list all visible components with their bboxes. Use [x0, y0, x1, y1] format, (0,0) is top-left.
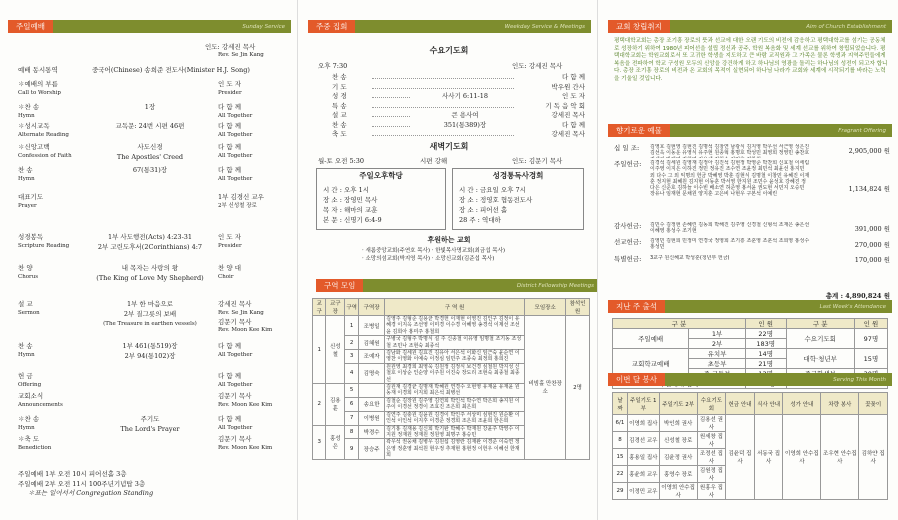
serve-wednesday: 김용선 권사 [697, 415, 726, 432]
offering-amount: 270,000 원 [854, 241, 890, 249]
worship-item-leader: 인 도 자 [218, 80, 241, 88]
serve-wednesday: 김원정 집사 [697, 466, 726, 483]
attendance-category: 주일예배 [613, 329, 689, 349]
attendance-category: 수요기도회 [786, 329, 854, 349]
group-leader: 이병원 [359, 411, 385, 425]
prayer-item-label: 찬 송 [332, 73, 347, 81]
header-english: District Fellowship Meetings [516, 282, 594, 289]
prayer-item-leader: 인 도 자 [515, 92, 585, 100]
worship-item-leader-en: Rev. Se Jin Kang [218, 310, 264, 316]
header-english: Serving This Month [833, 376, 886, 383]
column-header: 헌금 안내 [726, 393, 755, 415]
service-time-1: 주일예배 1부 오전 10시 피어선홀 3층 [18, 470, 127, 478]
prayer-item-label: 축 도 [332, 130, 347, 138]
group-leader: 송요한 [359, 397, 385, 411]
offering-kind: 감사헌금: [614, 222, 642, 230]
prayer-item-leader: 다 함 께 [515, 121, 585, 129]
worship-item-leader-en: Rev. Moon Kee Kim [218, 445, 273, 451]
worship-item-leader-en: Choir [218, 274, 234, 280]
prayer-item-detail: 351(통389)장 [410, 121, 520, 129]
column-header: 주일기도 1부 [627, 393, 659, 415]
group-number: 4 [345, 363, 359, 383]
column-header: 성가 안내 [783, 393, 821, 415]
interpretation-label: 예배 동시통역 [18, 66, 58, 74]
worship-item-en: Sermon [18, 310, 40, 316]
worship-item-leader-en: Presider [218, 90, 242, 96]
prayer-item-leader: 박우원 간사 [515, 83, 585, 91]
dotted-leader [372, 75, 532, 79]
offering-kind: 십 일 조: [614, 144, 640, 152]
prayer-item-leader: 기 독 음 악 회 [515, 102, 585, 110]
group-leader: 조병일 [359, 316, 385, 336]
column-header: 구역 [345, 299, 359, 316]
offering-names: 김영민 김현희 민정미 연경국 정영희 조기흥 조훈영 조훈석 조희영 홍성수 홍성민 [650, 238, 810, 251]
attendance-subgroup: 유치부 [689, 349, 746, 359]
column-header: 구 역 원 [385, 299, 525, 316]
attendance-category: 대학·청년부 [786, 349, 854, 369]
district-table [312, 298, 590, 460]
worship-item-detail: 1부 한 마음으로 [127, 300, 173, 308]
column-header: 수요기도회 [697, 393, 726, 415]
serve-prayer-2: 홍영수 장로 [659, 466, 697, 483]
serve-prayer-1: 이영희 집사 [627, 415, 659, 432]
worship-item-label: 찬 송 [18, 342, 33, 350]
worship-item-detail: 교독문: 24번 시편 46편 [115, 122, 185, 130]
serve-prayer-1: 홍윤희 교우 [627, 466, 659, 483]
worship-item-detail: 1부 461(통519)장 [122, 342, 178, 350]
worship-item-en: Benediction [18, 445, 52, 451]
worship-item-leader: 다 함 께 [218, 415, 241, 423]
sunday-service-panel [0, 0, 298, 520]
attendance-count: 2명 [566, 316, 590, 460]
group-number: 3 [345, 350, 359, 364]
preacher-en: Rev. Se Jin Kang [218, 52, 264, 58]
dawn-sermon: 시편 강해 [420, 157, 448, 165]
offering-amount: 1,134,824 원 [848, 185, 890, 193]
worship-item-leader-en: All Together [218, 132, 253, 138]
church-info-panel [600, 0, 898, 520]
bible-study-row: 시 간 : 오후 1시 [323, 186, 369, 194]
meeting-place: 비빔홀 만찬장소 [525, 316, 566, 460]
attendance-count: 14명 [745, 349, 786, 359]
worship-item-en: Hymn [18, 113, 35, 119]
column-header: 구역장 [359, 299, 385, 316]
dotted-leader [372, 85, 532, 89]
table-row [613, 349, 888, 359]
district-leader: 홍성은 [326, 425, 345, 459]
worship-item-leader: 다 함 께 [218, 103, 241, 111]
column-header: 참석인원 [566, 299, 590, 316]
offering-amount: 170,000 원 [854, 256, 890, 264]
support-title: 후원하는 교회 [427, 235, 471, 244]
worship-item-label: 대표기도 [18, 193, 44, 201]
offering-amount: 391,000 원 [854, 225, 890, 233]
serve-duty: 이영희 안수집사 [783, 415, 821, 500]
column-header: 날 짜 [613, 393, 628, 415]
group-members: 김남화 김세원 김효진 김유아 서은석 이화신 임근숙 윤순연 이영찬 이영화 이예숙 이정심 임민주 조종숙 최정희 홍희진 [385, 350, 525, 364]
worship-item-leader: 1부 김경신 교우 [218, 193, 264, 201]
prayer-item-leader: 다 함 께 [515, 73, 585, 81]
serve-date: 8 [613, 432, 628, 449]
group-leader [359, 384, 385, 398]
district-number: 2 [313, 384, 326, 425]
worship-item-leader-en: Presider [218, 243, 242, 249]
column-header: 차량 봉사 [821, 393, 859, 415]
table-row [313, 316, 590, 336]
bible-study-row: 목 자 : 해마의 교훈 [323, 206, 378, 214]
attendance-category: 교회학교예배 [613, 349, 689, 379]
bible-study-row: 장 소 : 피어선 홀 [459, 206, 508, 214]
serve-prayer-2: 이영희 안수집사 [659, 483, 697, 500]
worship-item-leader-en: All Together [218, 153, 253, 159]
worship-item-leader-en: Rev. Moon Kee Kim [218, 402, 273, 408]
header-english: Sunday Service [242, 23, 285, 30]
worship-item-leader-en: 2부 신성철 장로 [218, 203, 257, 209]
serve-wednesday: 원홍우 집사 [697, 483, 726, 500]
worship-item-detail: 1부 사도행전(Acts) 4:23-31 [107, 233, 193, 241]
group-members: 김영주 김형준 김용균 박경헌 이재현 이영진 김인구 김정이 유혜경 이지옥 조선영 이미경 이수경 이혜영 송경석 이제선 조선윤 김희아 홍미주 홍철희 [385, 316, 525, 336]
worship-item-label: ✽예배의 부름 [18, 80, 58, 88]
sunday-service-header [8, 20, 291, 33]
offering-names: 김경석 김세원 김영재 김정아 김진석 김현정 박영준 박찬희 신효철 이세림 이주영 이지은 이하진 정민 정유진 조수연 조윤정 최민석 최윤선 홍지민 외 다수 그 외 익명의 헌금 박혜영 박훈 김현식 김명철 이창민 유혜진 이재훈 정지현 최혜원 김지현 이동훈 박서영 한지원 조민수 윤성호 강혜진 정다은 신준호 김하늘 이수빈 배소연 허준영 홍서윤 권도현 서민지 오승민 장유나 임재현 문채원 양지훈 고은비 나현우 구본석 이예린 [650, 160, 810, 198]
bible-study-row: 본 문 : 신명기 6:4-9 [323, 216, 382, 224]
worship-item-detail-2: The Lord's Prayer [120, 425, 180, 433]
worship-item-en: Offering [18, 382, 42, 388]
worship-item-leader: 다 함 께 [218, 166, 241, 174]
wednesday-time: 오후 7:30 [318, 62, 348, 70]
serve-prayer-2: 박인희 권사 [659, 415, 697, 432]
worship-item-leader: 김문기 목사 [218, 392, 252, 400]
group-number: 2 [345, 336, 359, 350]
aim-header [608, 20, 892, 33]
serve-prayer-1: 이정민 교우 [627, 483, 659, 500]
worship-item-detail-2: 2부 94(통102)장 [124, 352, 176, 360]
worship-item-label: 찬 송 [18, 166, 33, 174]
worship-item-detail: 사도신경 [137, 143, 163, 151]
worship-item-detail: 주기도 [140, 415, 160, 423]
serve-prayer-1: 홍용일 집사 [627, 449, 659, 466]
group-number: 1 [345, 316, 359, 336]
bible-study-row: 시 간 : 금요일 오후 7시 [459, 186, 526, 194]
worship-item-leader-2: 김문기 목사 [218, 318, 252, 326]
attendance-count: 22명 [745, 329, 786, 339]
worship-item-label: ✽찬 송 [18, 103, 40, 111]
group-leader: 조예자 [359, 350, 385, 364]
worship-item-leader-2-en: Rev. Moon Kee Kim [218, 327, 273, 333]
attendance-header [608, 300, 892, 313]
wednesday-leader: 인도: 강세진 목사 [512, 62, 563, 70]
table-row [613, 415, 888, 432]
worship-item-leader: 다 함 께 [218, 122, 241, 130]
dotted-leader [372, 132, 532, 136]
worship-item-en: Hymn [18, 176, 35, 182]
bible-study-row: 28 주 : 역대하 [459, 216, 501, 224]
worship-item-detail: 1장 [144, 103, 156, 111]
offering-names: 김민수 김정현 손혜린 김동희 박해진 김주영 신경철 신형석 조재은 송은선 이혜영 홍성수 조기현 [650, 222, 810, 235]
offering-names: 김영호 김현영 김현진 김명석 김창연 남광식 김지영 박우선 서근영 성은진 김선옥 이동운 유영식 유주현 원종혁 홍명호 박성민 최영희 정영민 송찬호 [650, 144, 810, 157]
header-title: 지난 주 출석 [608, 300, 665, 313]
attendance-count: 21명 [745, 359, 786, 369]
worship-item-detail-2: The Apostles' Creed [116, 153, 184, 161]
support-line-2: · 소망의섬교회(박지영 목사) · 소망신교회(김준섭 목사) [362, 256, 495, 262]
offering-names: 3교구 원신혜교 박성훈(청년부 헌금) [650, 255, 730, 261]
header-title: 향기로운 예물 [608, 124, 670, 137]
prayer-item-label: 특 송 [332, 101, 347, 110]
attendance-subgroup: 2부 [689, 339, 746, 349]
offering-kind: 선교헌금: [614, 238, 642, 246]
serve-duty: 서동국 집사 [754, 415, 783, 500]
offering-header [608, 124, 892, 137]
header-english: Fragrant Offering [838, 127, 886, 134]
attendance-subgroup: 초등부 [689, 359, 746, 369]
column-header: 교구 [313, 299, 326, 316]
group-members: 원원영 최경희 최영욱 김원정 김정식 보건경 심철원 박지성 신철호 이상순 인순양 이주원 이진숙 장도리 조현숙 최종철 최종선 [385, 363, 525, 383]
worship-item-en: Chorus [18, 274, 39, 280]
bible-study-box-1 [316, 168, 446, 230]
serve-prayer-2: 김윤정 권사 [659, 449, 697, 466]
dotted-leader [372, 104, 532, 108]
district-header [316, 279, 598, 292]
offering-amount: 2,905,000 원 [848, 147, 890, 155]
worship-item-label: ✽성시교독 [18, 122, 50, 130]
column-header: 구 분 [613, 319, 746, 329]
table-row [613, 329, 888, 339]
worship-item-en: Call to Worship [18, 90, 61, 96]
worship-item-detail-3: (The Treasure in earthen vessels) [103, 321, 197, 327]
worship-item-en: Confession of Faith [18, 153, 72, 159]
worship-item-leader-en: All Together [218, 382, 253, 388]
column-header: 구 분 [786, 319, 854, 329]
offering-total: 총계 : 4,890,824 원 [825, 292, 890, 300]
district-number: 1 [313, 316, 326, 384]
district-number: 3 [313, 425, 326, 459]
worship-item-leader-en: All Together [218, 176, 253, 182]
worship-item-label: 찬 양 [18, 264, 33, 272]
worship-item-label: ✽축 도 [18, 435, 40, 443]
header-title: 주중 집회 [308, 20, 355, 33]
prayer-item-label: 설 교 [332, 111, 347, 119]
worship-item-leader: 강세진 목사 [218, 300, 252, 308]
attendance-count: 97명 [854, 329, 887, 349]
serve-wednesday: 원세창 집사 [697, 432, 726, 449]
header-english: Aim of Church Establishment [806, 23, 886, 30]
worship-item-detail: 67(통31)장 [132, 166, 168, 174]
table-header-row [613, 393, 888, 415]
group-number: 7 [345, 411, 359, 425]
column-header: 주일기도 2부 [659, 393, 697, 415]
bible-study-box-2 [452, 168, 584, 230]
worship-item-en: Hymn [18, 352, 35, 358]
header-title: 주일예배 [8, 20, 53, 33]
prayer-item-label: 기 도 [332, 82, 347, 91]
group-members: 곽우석 권웅채 김병우 김원섭 김영란 김재완 이경준 이숙연 정은영 정훈영 최석원 현우정 추재현 홍현정 이헌우 이혜선 한재희 [385, 439, 525, 459]
worship-item-en: Scripture Reading [18, 243, 70, 249]
worship-item-leader: 김문기 목사 [218, 435, 252, 443]
worship-item-label: 교회소식 [18, 392, 44, 400]
worship-item-detail: 내 목자는 사랑의 왕 [121, 264, 179, 272]
worship-item-leader-en: All Together [218, 425, 253, 431]
serve-prayer-1: 김경선 교우 [627, 432, 659, 449]
group-leader: 김혜원 [359, 336, 385, 350]
worship-item-en: Hymn [18, 425, 35, 431]
worship-item-en: Prayer [18, 203, 37, 209]
preacher: 인도: 강세진 목사 [205, 43, 256, 51]
wednesday-prayer-title: 수요기도회 [429, 45, 469, 55]
group-number: 9 [345, 439, 359, 459]
worship-item-leader: 다 함 께 [218, 143, 241, 151]
bible-study-row: 장 소 : 장영민 목사 [323, 196, 378, 204]
group-number: 5 [345, 384, 359, 398]
serve-wednesday: 조정선 집사 [697, 449, 726, 466]
serving-table [612, 392, 888, 500]
worship-item-detail-2: 2부 고린도후서(2Corinthians) 4:7 [97, 243, 203, 251]
column-header: 모임장소 [525, 299, 566, 316]
prayer-item-leader: 강세진 목사 [515, 111, 585, 119]
worship-item-en: Alternate Reading [18, 132, 69, 138]
serve-date: 15 [613, 449, 628, 466]
prayer-item-label: 찬 송 [332, 120, 347, 129]
header-title: 구역 모임 [316, 279, 363, 292]
column-header: 인 원 [854, 319, 887, 329]
group-leader: 장승주 [359, 439, 385, 459]
attendance-subgroup: 1부 [689, 329, 746, 339]
bible-study-title-1: 주일오후학당 [359, 171, 403, 180]
district-leader: 김용휸 [326, 384, 345, 425]
column-header: 식사 안내 [754, 393, 783, 415]
bible-study-title-2: 성경통독사경회 [492, 171, 544, 180]
serve-duty: 김윤덕 집사 [726, 415, 755, 500]
prayer-item-detail: 사사기 6:11-18 [410, 92, 520, 100]
worship-item-leader: 다 함 께 [218, 342, 241, 350]
worship-item-leader-en: All Together [218, 113, 253, 119]
worship-item-label: 헌 금 [18, 372, 33, 380]
serve-date: 6/1 [613, 415, 628, 432]
dawn-time: 월-토 오전 5:30 [318, 157, 365, 165]
serve-prayer-2: 신성철 장로 [659, 432, 697, 449]
group-members: 김연주 김충원 김윤원 김경이 박인주 서상미 심현진 원순환 이인석 이인석 이지후 이경준 정경희 조은희 조윤희 한은희 [385, 411, 525, 425]
support-line-1: · 새롬중앙교회(주연호 목사) · 한빛목사명교회(최금섭 목사) [362, 248, 506, 254]
worship-item-leader: 인 도 자 [218, 233, 241, 241]
group-leader: 김명숙 [359, 363, 385, 383]
header-title: 이번 달 봉사 [608, 373, 665, 386]
worship-item-label: ✽찬 송 [18, 415, 40, 423]
serve-duty: 김하얀 집사 [859, 415, 888, 500]
group-members: 김기홍 김재용 김신희 박기완 박혜수 박재원 강윤주 박영수 이지원 정재원 정재원 정원영 최명구 홍승민 [385, 425, 525, 439]
table-header-row [313, 299, 590, 316]
worship-item-detail-2: (The King of Love My Shepherd) [96, 274, 204, 282]
district-leader: 신성철 [326, 316, 345, 384]
worship-item-label: 설 교 [18, 300, 33, 308]
column-header: 교구장 [326, 299, 345, 316]
worship-item-detail-2: 2부 질그릇의 보배 [123, 310, 177, 318]
weekday-header [308, 20, 591, 33]
attendance-count: 15명 [854, 349, 887, 369]
service-time-2: 주일예배 2부 오전 11시 100주년기념탑 3층 [18, 480, 146, 488]
group-members: 김철순 김장원 김주영 김연희 박인석 박수연 박은희 송지원 이주이 이경선 정경이 조효진 조은희 최은희 [385, 397, 525, 411]
group-members: 김원재 김경균 김명재 박혜원 연경수 오현영 유재윤 유재윤 원동재 이경희 이지희 최은석 최병선 [385, 384, 525, 398]
group-members: 구병국 김형주 박명식 설 주 신종철 이유영 임명철 조기동 조성철 조민나 조현숙 최종석 [385, 336, 525, 350]
aim-text: 평택대학교회는 총장 조기흥 장로의 뜻과 선교에 대한 오랜 기도의 비전에 감응하고 평택대학교를 섬기는 공동체로 성장하기 위하여 1980년 피어선을 설립 정신과 공주, 학원 복음화 및 세계 선교를 위하여 창립되었습니다. 평택대학교회는 학원교회로서 또 고귀한 학생을 지도하고 큰 바람 교직원과 그 가족은 물론 학생과 지역주민들에게 복음을 전파하여 학교 구성원 모두의 신앙을 강건하게 하고 하나님의 영광을 돌리는 하나님의 성전이 되고자 합니다. 총장 조기흥 장로의 비전과 온 교회의 목적이 실현되어 하나님 나라가 교회와 세계에 시작되기를 바라는 노력을 기울일 것입니다. [614, 38, 888, 82]
serve-date: 29 [613, 483, 628, 500]
prayer-item-leader: 강세진 목사 [515, 130, 585, 138]
worship-item-leader: 다 함 께 [218, 372, 241, 380]
dawn-leader: 인도: 김문기 목사 [512, 157, 563, 165]
header-english: Weekday Service & Meetings [504, 23, 585, 30]
worship-item-en: Announcements [18, 402, 63, 408]
worship-item-label: 성경봉독 [18, 233, 44, 241]
column-header: 꽃꽂이 [859, 393, 888, 415]
worship-item-leader: 찬 양 대 [218, 264, 241, 272]
attendance-count: 183명 [745, 339, 786, 349]
worship-item-label: ✽신앙고백 [18, 143, 50, 151]
standing-note: ✽표는 일어서서 Congregation Standing [28, 489, 154, 497]
weekday-panel [300, 0, 598, 520]
prayer-item-detail: 큰 용사여 [410, 111, 520, 119]
header-english: Last Week's Attendance [819, 303, 886, 310]
offering-kind: 특별헌금: [614, 255, 642, 263]
group-number: 6 [345, 397, 359, 411]
interpretation-text: 중국어(Chinese) 송희준 전도사(Minister H.J. Song) [92, 66, 250, 74]
group-leader: 박경수 [359, 425, 385, 439]
prayer-item-label: 성 경 [332, 92, 347, 100]
offering-kind: 주일헌금: [614, 160, 642, 168]
bible-study-row: 장 소 : 정영호 협동전도사 [459, 196, 533, 204]
table-header-row [613, 319, 888, 329]
group-number: 8 [345, 425, 359, 439]
worship-item-leader-en: All Together [218, 352, 253, 358]
serve-date: 22 [613, 466, 628, 483]
column-header: 인 원 [745, 319, 786, 329]
serve-duty: 조우현 안수집사 [821, 415, 859, 500]
header-title: 교회 창립취지 [608, 20, 670, 33]
serving-header [608, 373, 892, 386]
dawn-prayer-title: 새벽기도회 [429, 141, 469, 151]
